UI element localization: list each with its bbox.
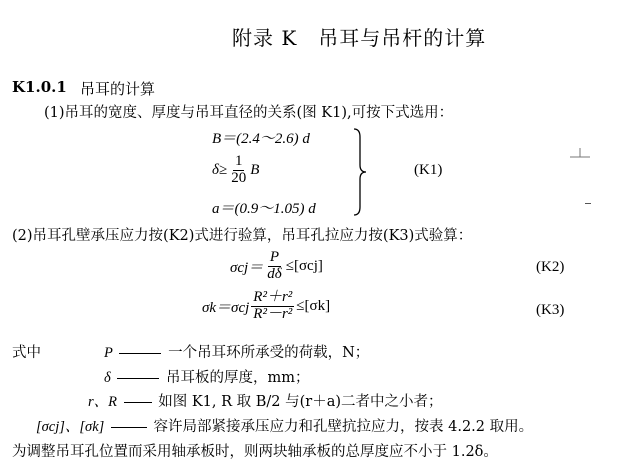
- eq-k2-label: (K2): [536, 259, 565, 275]
- where-item-delta: [104, 366, 309, 387]
- where-dash: [119, 353, 161, 354]
- where-text: 容许局部紧接承压应力和孔壁抗拉应力，按表 4.2.2 取用。: [153, 419, 534, 435]
- page-title: 附录 K 吊耳与吊杆的计算: [232, 26, 487, 50]
- eq-k1-line2: [212, 154, 259, 187]
- eq-k1-line1: B＝(2.4～2.6) d: [212, 131, 310, 147]
- eq-k2-den: dδ: [267, 265, 282, 282]
- where-item-r: [88, 390, 443, 411]
- eq-k1-brace: [352, 127, 368, 217]
- where-dash: [111, 427, 147, 428]
- where-item-sigma: [36, 415, 533, 436]
- eq-k1-line2-suffix: B: [250, 161, 260, 178]
- where-symbol: r、R: [88, 394, 117, 410]
- eq-k1-line3: a＝(0.9～1.05) d: [212, 201, 316, 217]
- where-text: 如图 K1, R 取 B/2 与(r＋a)二者中之小者；: [158, 394, 443, 410]
- where-symbol: [σcj]、[σk]: [36, 419, 105, 435]
- where-dash: [124, 402, 152, 403]
- where-lead: 式中: [12, 345, 41, 361]
- eq-k1-label: (K1): [414, 162, 443, 178]
- footer-note: 为调整吊耳孔位置而采用轴承板时，则两块轴承板的总厚度应不小于 1.2δ。: [12, 444, 498, 460]
- eq-k3-lhs: σk＝σcj: [202, 299, 250, 316]
- where-text: 吊耳板的厚度，mm；: [165, 370, 310, 386]
- where-dash: [117, 378, 159, 379]
- eq-k1-line2-prefix: δ≥: [212, 161, 228, 178]
- section-heading: 吊耳的计算: [80, 80, 156, 98]
- where-text: 一个吊耳环所承受的荷载，N；: [168, 345, 370, 361]
- eq-k2-rhs: ≤[σcj]: [285, 257, 323, 274]
- eq-k3-label: (K3): [536, 302, 565, 318]
- paragraph-1: (1)吊耳的宽度、厚度与吊耳直径的关系(图 K1),可按下式选用：: [44, 105, 454, 121]
- section-number: K1.0.1: [12, 78, 67, 96]
- eq-k2-lhs: σcj＝: [230, 259, 264, 276]
- eq-k1-fraction-num: 1: [234, 153, 243, 169]
- where-symbol: δ: [104, 370, 111, 386]
- eq-k3-den: R²－r²: [253, 305, 293, 322]
- eq-k3: [202, 290, 330, 323]
- eq-k3-fraction: [251, 290, 294, 323]
- eq-k2-fraction: [265, 250, 283, 283]
- eq-k1-fraction-den: 20: [231, 169, 247, 186]
- eq-k1-fraction: [229, 154, 248, 187]
- where-item-p: [104, 341, 369, 362]
- eq-k2: [230, 250, 323, 283]
- paragraph-2: (2)吊耳孔壁承压应力按(K2)式进行验算，吊耳孔拉应力按(K3)式验算：: [12, 228, 473, 244]
- eq-k3-rhs: ≤[σk]: [296, 297, 331, 314]
- margin-mark-bottom: [585, 203, 591, 204]
- where-symbol: P: [104, 345, 113, 361]
- margin-mark-top: [568, 146, 592, 160]
- eq-k2-num: P: [269, 249, 280, 265]
- eq-k3-num: R²＋r²: [253, 289, 293, 305]
